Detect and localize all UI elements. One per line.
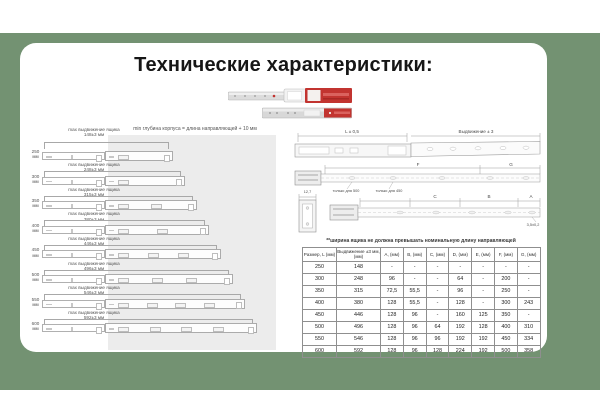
table-row (303, 309, 541, 321)
table-row (303, 321, 541, 333)
table-cell: 128 (381, 345, 404, 357)
rail-size-label: 450 мм (31, 247, 40, 258)
spec-table-body (303, 261, 541, 357)
table-cell: - (426, 285, 449, 297)
table-cell: 248 (337, 273, 381, 285)
column-header: G, (мм) (517, 248, 540, 262)
table-cell: 96 (403, 333, 426, 345)
only-for-450-label: только для 450 (375, 189, 403, 193)
table-cell: - (381, 261, 404, 273)
table-row (303, 261, 541, 273)
table-cell: 315 (337, 285, 381, 297)
table-cell: 550 (303, 333, 337, 345)
drawer-box-drawing (42, 275, 105, 283)
drawer-box-drawing (42, 300, 105, 308)
table-cell: 250 (303, 261, 337, 273)
table-cell: 64 (449, 273, 472, 285)
table-cell: - (426, 297, 449, 309)
table-cell: 128 (381, 321, 404, 333)
table-cell: - (403, 273, 426, 285)
table-cell: - (472, 285, 495, 297)
table-cell: 400 (494, 321, 517, 333)
table-cell: 358 (517, 345, 540, 357)
table-cell: 546 (337, 333, 381, 345)
table-cell: 224 (449, 345, 472, 357)
slide-card (20, 43, 547, 355)
extension-value-label: max выдвижение ящика 592±3 мм (68, 309, 120, 320)
table-row (303, 333, 541, 345)
extension-value-label: max выдвижение ящика 248±3 мм (68, 162, 120, 173)
drawer-box-drawing (42, 324, 105, 332)
column-header: E, (мм) (472, 248, 495, 262)
technical-drawings (290, 128, 545, 236)
column-header: F, (мм) (494, 248, 517, 262)
table-cell: 128 (472, 321, 495, 333)
table-cell: - (472, 297, 495, 309)
column-header: D, (мм) (449, 248, 472, 262)
table-cell: 128 (381, 297, 404, 309)
dim-letter-c: C (433, 194, 437, 199)
table-cell: 500 (303, 321, 337, 333)
table-cell: 96 (381, 273, 404, 285)
extension-dim-label: Выдвижение ± 3 (458, 129, 494, 134)
rail-drawing (105, 323, 257, 333)
table-cell: 55,5 (403, 285, 426, 297)
red-detent-dot (273, 95, 276, 98)
extension-dimension-bracket (44, 142, 169, 149)
table-cell: - (494, 261, 517, 273)
rail-size-label: 500 мм (31, 272, 40, 283)
extension-value-label: max выдвижение ящика 496±3 мм (68, 260, 120, 271)
rail-drawing (105, 299, 245, 309)
table-cell: - (426, 261, 449, 273)
rail-size-label: 350 мм (31, 198, 40, 209)
rail-size-label: 600 мм (31, 321, 40, 332)
column-header: A, (мм) (381, 248, 404, 262)
table-cell: 450 (303, 309, 337, 321)
table-cell: 128 (449, 297, 472, 309)
table-cell: - (517, 285, 540, 297)
spec-table-head (303, 248, 541, 262)
table-cell: 96 (403, 321, 426, 333)
table-cell: 64 (426, 321, 449, 333)
table-row (303, 297, 541, 309)
table-cell: - (426, 273, 449, 285)
product-photo-closed-slide (262, 105, 352, 120)
table-cell: 72,5 (381, 285, 404, 297)
page-title: Технические характеристики: (134, 54, 433, 76)
table-cell: - (403, 261, 426, 273)
column-header: Выдвижение ±3 мм, (мм) (337, 249, 380, 260)
rail-drawing (105, 151, 173, 161)
drawer-box-drawing (42, 226, 105, 234)
dim-letter-g: G (509, 162, 513, 167)
table-cell: - (426, 309, 449, 321)
extension-diagram (28, 125, 268, 351)
product-photo-extended-slide (228, 85, 352, 104)
table-cell: 380 (337, 297, 381, 309)
table-cell: 243 (517, 297, 540, 309)
rail-drawing (105, 274, 233, 284)
length-dim-label: L ± 0,5 (345, 129, 359, 134)
spec-table (302, 247, 541, 358)
rail-drawing (105, 200, 197, 210)
profile-width-dim: 12,7 (303, 190, 312, 194)
drawer-width-note: **ширина ящика не должна превышать номинальную длину направляющей (326, 238, 516, 244)
extension-value-label: max выдвижение ящика 546±3 мм (68, 285, 120, 296)
table-cell: 310 (517, 321, 540, 333)
table-cell: - (472, 273, 495, 285)
rail-size-label: 250 мм (31, 149, 40, 160)
column-header: B, (мм) (403, 248, 426, 262)
table-cell: 600 (303, 345, 337, 357)
table-cell: - (472, 261, 495, 273)
table-cell: 250 (494, 285, 517, 297)
table-cell: 300 (303, 273, 337, 285)
rail-size-label: 400 мм (31, 222, 40, 234)
table-cell: 128 (381, 309, 404, 321)
dim-letter-b: B (487, 194, 491, 199)
table-cell: 350 (303, 285, 337, 297)
table-cell: 192 (472, 345, 495, 357)
extension-value-label: max выдвижение ящика 380±3 мм (68, 211, 120, 222)
table-cell: 148 (337, 261, 381, 273)
table-cell: 160 (449, 309, 472, 321)
only-for-500-label: только для 500 (332, 189, 360, 193)
column-header: Размер, L (мм) (303, 248, 337, 262)
table-cell: - (517, 273, 540, 285)
drawer-box-drawing (42, 152, 105, 160)
rail-drawing (105, 249, 221, 259)
table-cell: 96 (426, 333, 449, 345)
table-cell: - (517, 309, 540, 321)
table-cell: 450 (494, 333, 517, 345)
extension-value-label: max выдвижение ящика 446±3 мм (68, 235, 120, 247)
table-cell: - (517, 261, 540, 273)
table-row (303, 285, 541, 297)
table-cell: 192 (449, 321, 472, 333)
table-cell: 128 (426, 345, 449, 357)
table-cell: 500 (494, 345, 517, 357)
table-cell: - (449, 261, 472, 273)
table-row (303, 273, 541, 285)
extension-value-label: max выдвижение ящика 148±3 мм (68, 127, 120, 138)
table-header-row (303, 248, 541, 262)
rail-drawing (105, 225, 209, 235)
table-cell: 592 (337, 345, 381, 357)
dim-letter-f: F (416, 162, 420, 167)
cabinet-depth-note: min глубина корпуса = длина направляющей + 10 мм (133, 126, 257, 132)
table-cell: 400 (303, 297, 337, 309)
table-cell: 350 (494, 309, 517, 321)
table-cell: 200 (494, 273, 517, 285)
column-header: C, (мм) (426, 248, 449, 262)
table-cell: 96 (449, 285, 472, 297)
table-cell: 446 (337, 309, 381, 321)
table-cell: 96 (403, 345, 426, 357)
rail-drawing (105, 176, 185, 186)
drawer-box-drawing (42, 250, 105, 258)
screw-dim-label: 3,5±0,2 (526, 223, 540, 227)
table-cell: 334 (517, 333, 540, 345)
table-row (303, 345, 541, 357)
table-cell: 96 (403, 309, 426, 321)
extension-value-label: max выдвижение ящика 315±3 мм (68, 186, 120, 197)
table-cell: 496 (337, 321, 381, 333)
dim-letter-a: A (529, 194, 533, 199)
table-cell: 192 (449, 333, 472, 345)
table-cell: 128 (381, 333, 404, 345)
drawer-box-drawing (42, 201, 105, 209)
rail-size-label: 550 мм (31, 296, 40, 307)
table-cell: 125 (472, 309, 495, 321)
drawer-box-drawing (42, 177, 105, 185)
table-cell: 300 (494, 297, 517, 309)
rail-size-label: 300 мм (31, 173, 40, 184)
table-cell: 192 (472, 333, 495, 345)
table-cell: 55,5 (403, 297, 426, 309)
